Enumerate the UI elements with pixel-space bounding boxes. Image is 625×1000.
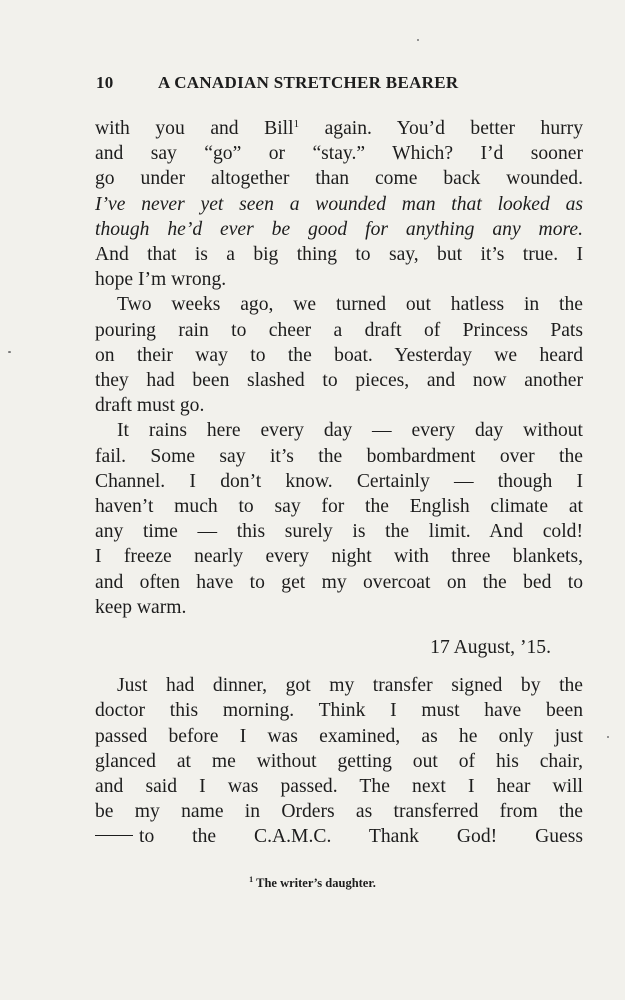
footnote: [0, 876, 625, 891]
page-number: 10: [96, 73, 114, 92]
text-line: be my name in Orders as transferred from the: [95, 801, 583, 823]
text-line: draft must go.: [95, 395, 205, 417]
text-line: Two weeks ago, we turned out hatless in the: [117, 294, 583, 316]
text-line: any time — this surely is the limit. And cold!: [95, 521, 583, 543]
text-segment: again. You’d better hurry: [299, 118, 583, 139]
text-line: on their way to the boat. Yesterday we heard: [95, 344, 583, 366]
paragraph-3: [95, 418, 583, 620]
text-line: doctor this morning. Think I must have been: [95, 700, 583, 722]
text-line: go under altogether than come back wounded.: [95, 168, 583, 190]
text-segment: to the C.A.M.C. Thank God! Guess: [139, 826, 583, 848]
running-head: [96, 73, 536, 93]
text-line: I freeze nearly every night with three blankets,: [95, 546, 583, 568]
text-line: hope I’m wrong.: [95, 269, 227, 291]
text-line: pouring rain to cheer a draft of Princess Pats: [95, 319, 583, 341]
text-line: and said I was passed. The next I hear will: [95, 776, 583, 798]
text-line: fail. Some say it’s the bombardment over the: [95, 445, 583, 467]
italic-text-line: though he’d ever be good for anything any more.: [95, 218, 583, 240]
text-line: haven’t much to say for the English climate at: [95, 496, 583, 518]
text-line: It rains here every day — every day without: [117, 420, 583, 442]
running-title: A CANADIAN STRETCHER BEARER: [158, 73, 459, 92]
paper-speck: [417, 39, 419, 41]
text-line: Channel. I don’t know. Certainly — though I: [95, 470, 583, 492]
em-dash-rule: [95, 835, 133, 836]
footnote-marker: 1: [249, 875, 254, 884]
paper-speck: [607, 736, 609, 738]
text-line: And that is a big thing to say, but it’s true. I: [95, 244, 583, 266]
text-line: and say “go” or “stay.” Which? I’d sooner: [95, 143, 583, 165]
text-line: keep warm.: [95, 596, 187, 618]
italic-text-line: I’ve never yet seen a wounded man that looked as: [95, 193, 583, 215]
text-line: they had been slashed to pieces, and now another: [95, 370, 583, 392]
text-segment: with you and Bill: [95, 118, 294, 139]
text-line: passed before I was examined, as he only just: [95, 725, 583, 747]
text-line: Just had dinner, got my transfer signed by the: [117, 675, 583, 697]
dateline: 17 August, ’15.: [430, 637, 551, 659]
paragraph-2: [95, 292, 583, 418]
text-line-with-dash: [95, 824, 583, 849]
text-line: and often have to get my overcoat on the bed to: [95, 571, 583, 593]
text-line: [95, 116, 583, 141]
body-text: [95, 116, 583, 850]
paragraph-1: [95, 116, 583, 292]
text-line: glanced at me without getting out of his chair,: [95, 750, 583, 772]
paragraph-4: [95, 673, 583, 849]
footnote-reference: 1: [293, 118, 300, 130]
paper-speck: [8, 351, 11, 353]
footnote-text: The writer’s daughter.: [256, 876, 376, 890]
